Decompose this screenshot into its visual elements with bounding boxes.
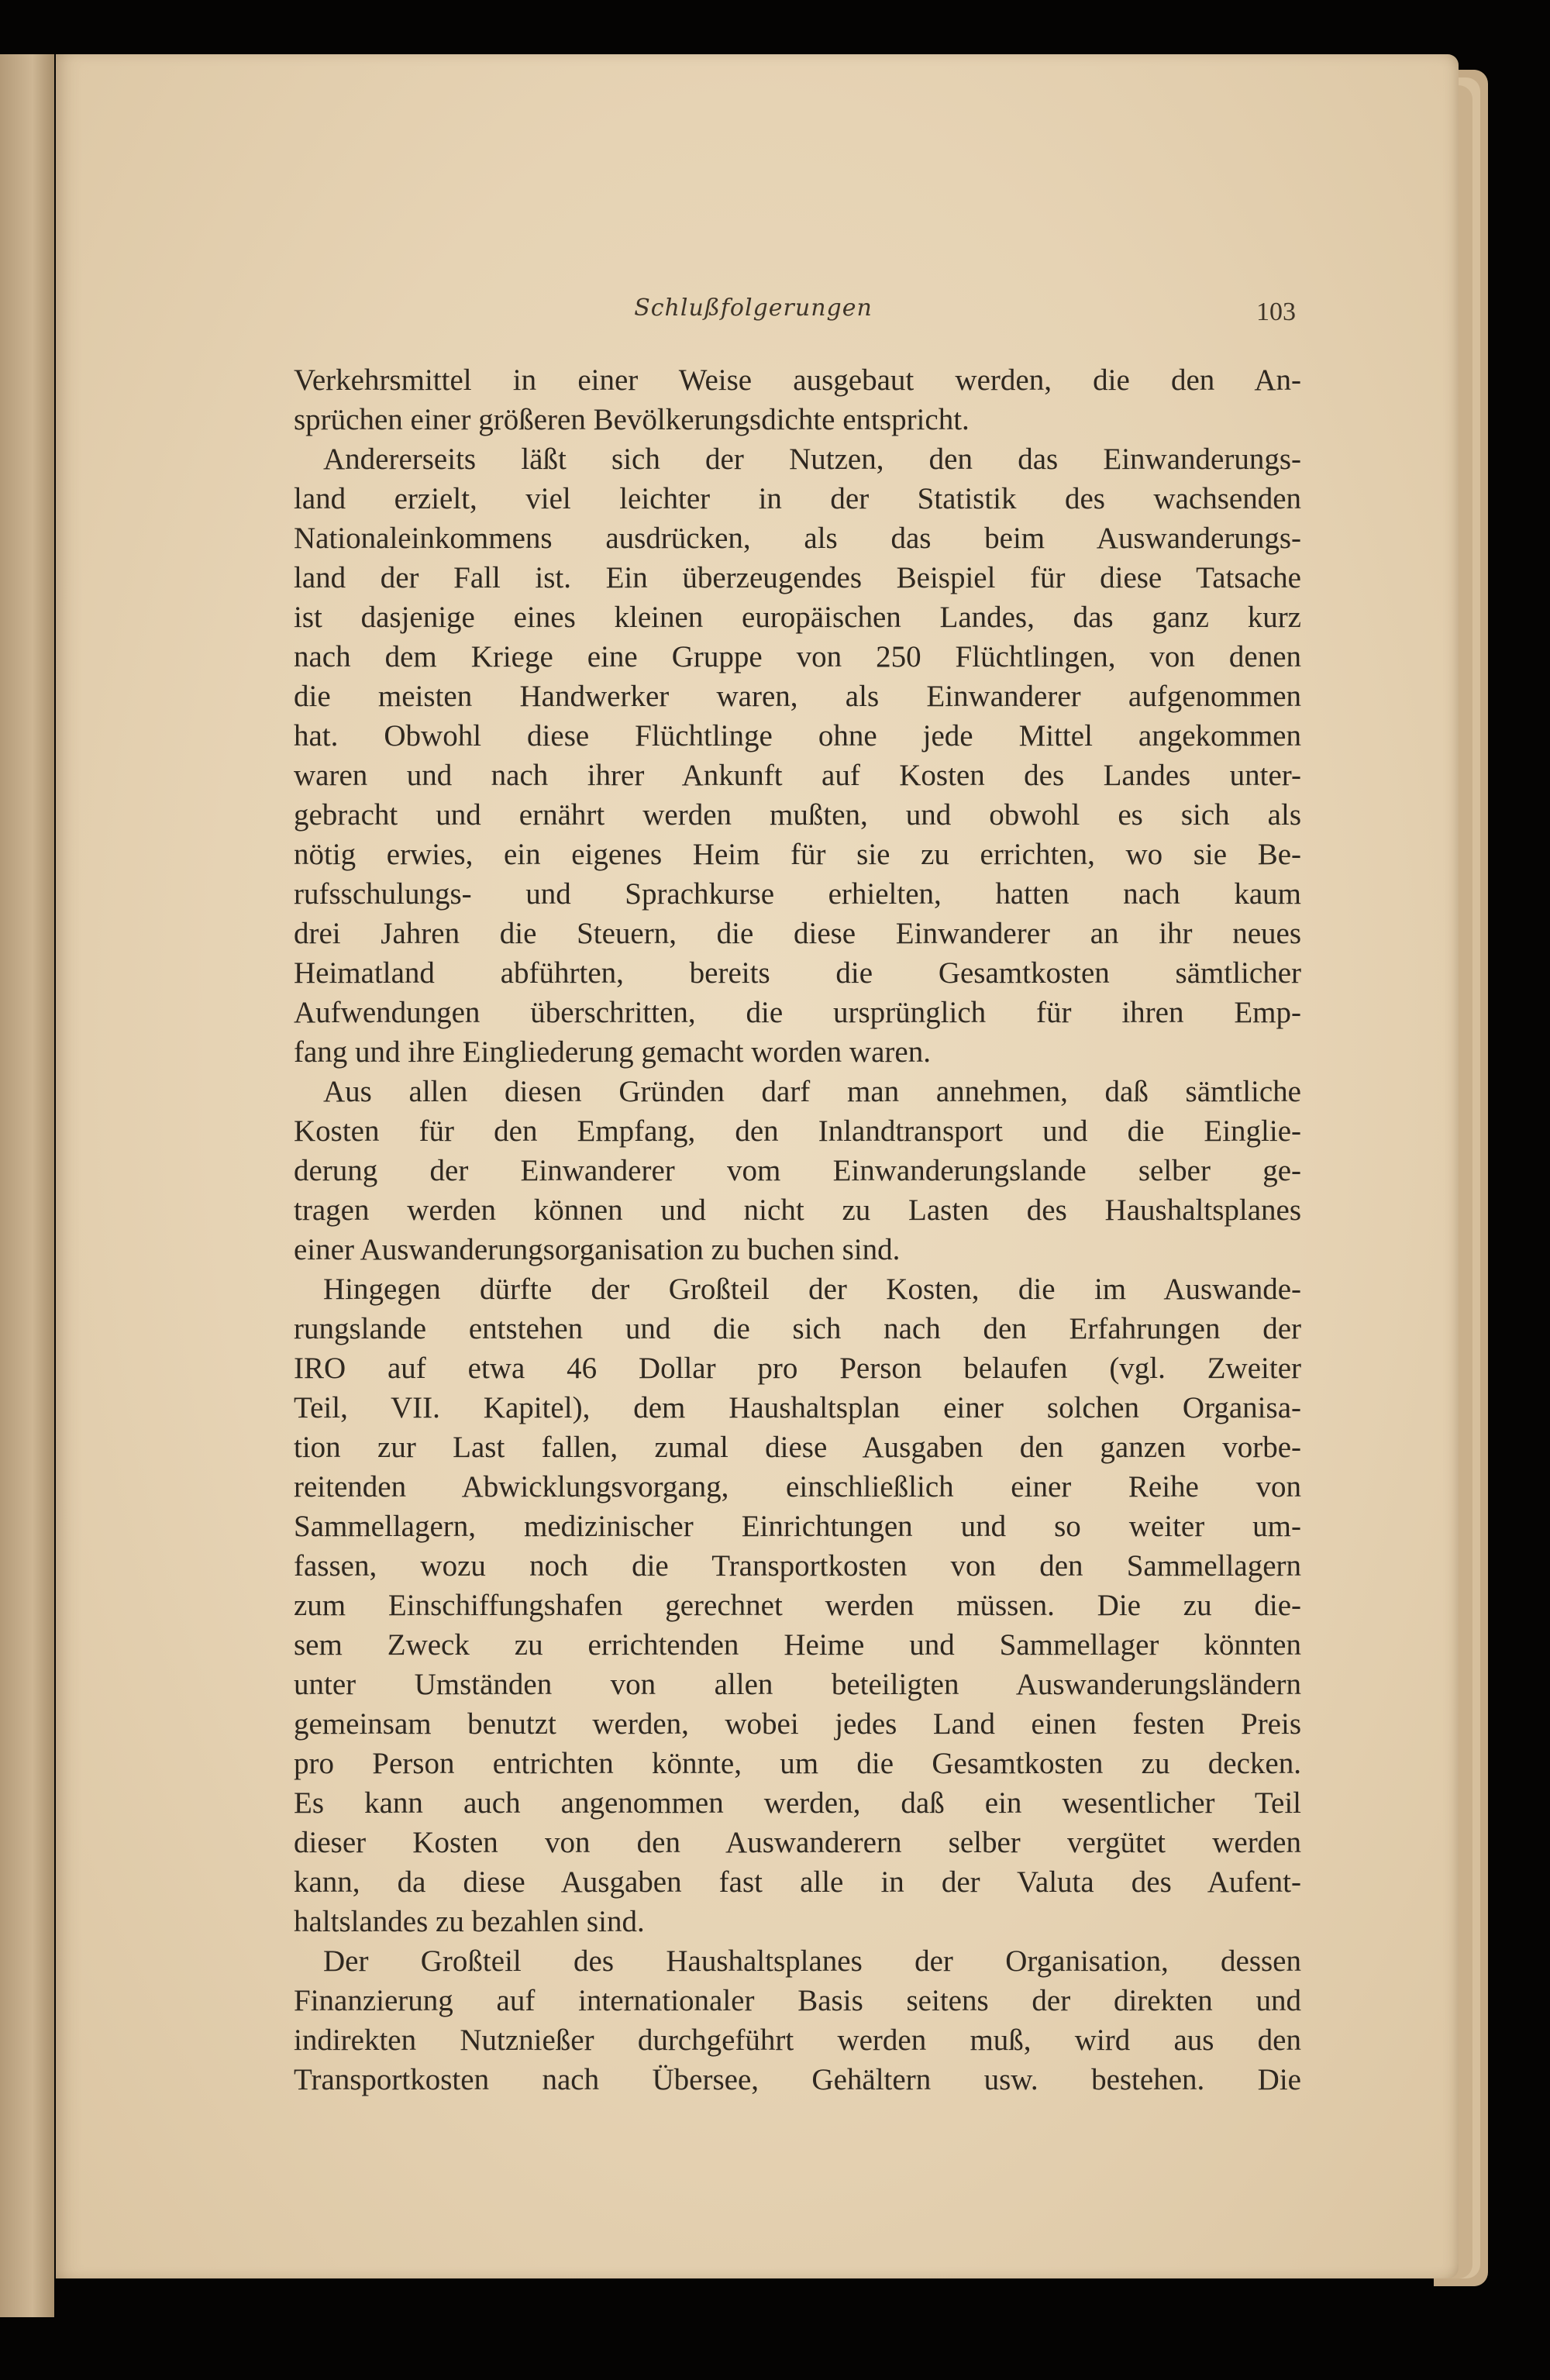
- text-line: hat. Obwohl diese Flüchtlinge ohne jede Mittel angekommen: [294, 719, 1301, 753]
- text-line: Sammellagern, medizinischer Einrichtungen und so weiter um-: [294, 1510, 1301, 1543]
- text-line: zum Einschiffungshafen gerechnet werden müssen. Die zu die-: [294, 1589, 1301, 1622]
- text-line: Der Großteil des Haushaltsplanes der Organisation, dessen: [323, 1944, 1301, 1978]
- text-line: reitenden Abwicklungsvorgang, einschließlich einer Reihe von: [294, 1470, 1301, 1503]
- text-line: tion zur Last fallen, zumal diese Ausgaben den ganzen vorbe-: [294, 1431, 1301, 1464]
- text-line: unter Umständen von allen beteiligten Auswanderungsländern: [294, 1668, 1301, 1701]
- text-line: ist dasjenige eines kleinen europäischen Landes, das ganz kurz: [294, 601, 1301, 634]
- text-line: dieser Kosten von den Auswanderern selber vergütet werden: [294, 1826, 1301, 1859]
- text-line: Heimatland abführten, bereits die Gesamtkosten sämtlicher: [294, 956, 1301, 990]
- text-line: Hingegen dürfte der Großteil der Kosten, die im Auswande-: [323, 1273, 1301, 1306]
- page-header: [56, 294, 1459, 341]
- adjacent-page-edge: [0, 54, 54, 2317]
- text-line: Verkehrsmittel in einer Weise ausgebaut werden, die den An-: [294, 363, 1301, 397]
- text-line: fassen, wozu noch die Transportkosten von den Sammellagern: [294, 1549, 1301, 1583]
- text-line: gemeinsam benutzt werden, wobei jedes Land einen festen Preis: [294, 1707, 1301, 1741]
- text-line: indirekten Nutznießer durchgeführt werden muß, wird aus den: [294, 2024, 1301, 2057]
- body-text: [294, 360, 1301, 2099]
- book-page: [56, 54, 1459, 2278]
- text-line: sprüchen einer größeren Bevölkerungsdichte entspricht.: [294, 403, 970, 436]
- text-line: derung der Einwanderer vom Einwanderungslande selber ge-: [294, 1154, 1301, 1187]
- text-line: Nationaleinkommens ausdrücken, als das beim Auswanderungs-: [294, 522, 1301, 555]
- text-line: gebracht und ernährt werden mußten, und obwohl es sich als: [294, 798, 1301, 832]
- text-line: waren und nach ihrer Ankunft auf Kosten des Landes unter-: [294, 759, 1301, 792]
- text-line: Teil, VII. Kapitel), dem Haushaltsplan einer solchen Organisa-: [294, 1391, 1301, 1424]
- text-line: rufsschulungs- und Sprachkurse erhielten, hatten nach kaum: [294, 877, 1301, 911]
- text-line: haltslandes zu bezahlen sind.: [294, 1905, 645, 1938]
- text-line: die meisten Handwerker waren, als Einwanderer aufgenommen: [294, 680, 1301, 713]
- page-number: 103: [1256, 298, 1296, 326]
- text-line: rungslande entstehen und die sich nach den Erfahrungen der: [294, 1312, 1301, 1345]
- text-line: Transportkosten nach Übersee, Gehältern usw. bestehen. Die: [294, 2063, 1301, 2096]
- running-title: Schlußfolgerungen: [634, 294, 873, 322]
- text-line: tragen werden können und nicht zu Lasten des Haushaltsplanes: [294, 1193, 1301, 1227]
- text-line: einer Auswanderungsorganisation zu buchen sind.: [294, 1233, 901, 1266]
- text-line: Finanzierung auf internationaler Basis seitens der direkten und: [294, 1984, 1301, 2017]
- text-line: IRO auf etwa 46 Dollar pro Person belaufen (vgl. Zweiter: [294, 1352, 1301, 1385]
- text-line: land der Fall ist. Ein überzeugendes Beispiel für diese Tatsache: [294, 561, 1301, 594]
- text-line: drei Jahren die Steuern, die diese Einwanderer an ihr neues: [294, 917, 1301, 950]
- text-line: kann, da diese Ausgaben fast alle in der Valuta des Aufent-: [294, 1865, 1301, 1899]
- text-line: Aus allen diesen Gründen darf man annehmen, daß sämtliche: [323, 1075, 1301, 1108]
- text-line: sem Zweck zu errichtenden Heime und Sammellager könnten: [294, 1628, 1301, 1662]
- text-line: nötig erwies, ein eigenes Heim für sie zu errichten, wo sie Be-: [294, 838, 1301, 871]
- text-line: fang und ihre Eingliederung gemacht worden waren.: [294, 1035, 931, 1069]
- text-line: Andererseits läßt sich der Nutzen, den das Einwanderungs-: [323, 443, 1301, 476]
- text-line: nach dem Kriege eine Gruppe von 250 Flüchtlingen, von denen: [294, 640, 1301, 673]
- text-line: land erzielt, viel leichter in der Statistik des wachsenden: [294, 482, 1301, 515]
- text-line: Kosten für den Empfang, den Inlandtransport und die Einglie-: [294, 1114, 1301, 1148]
- text-line: Aufwendungen überschritten, die ursprünglich für ihren Emp-: [294, 996, 1301, 1029]
- text-line: pro Person entrichten könnte, um die Gesamtkosten zu decken.: [294, 1747, 1301, 1780]
- text-line: Es kann auch angenommen werden, daß ein wesentlicher Teil: [294, 1786, 1301, 1820]
